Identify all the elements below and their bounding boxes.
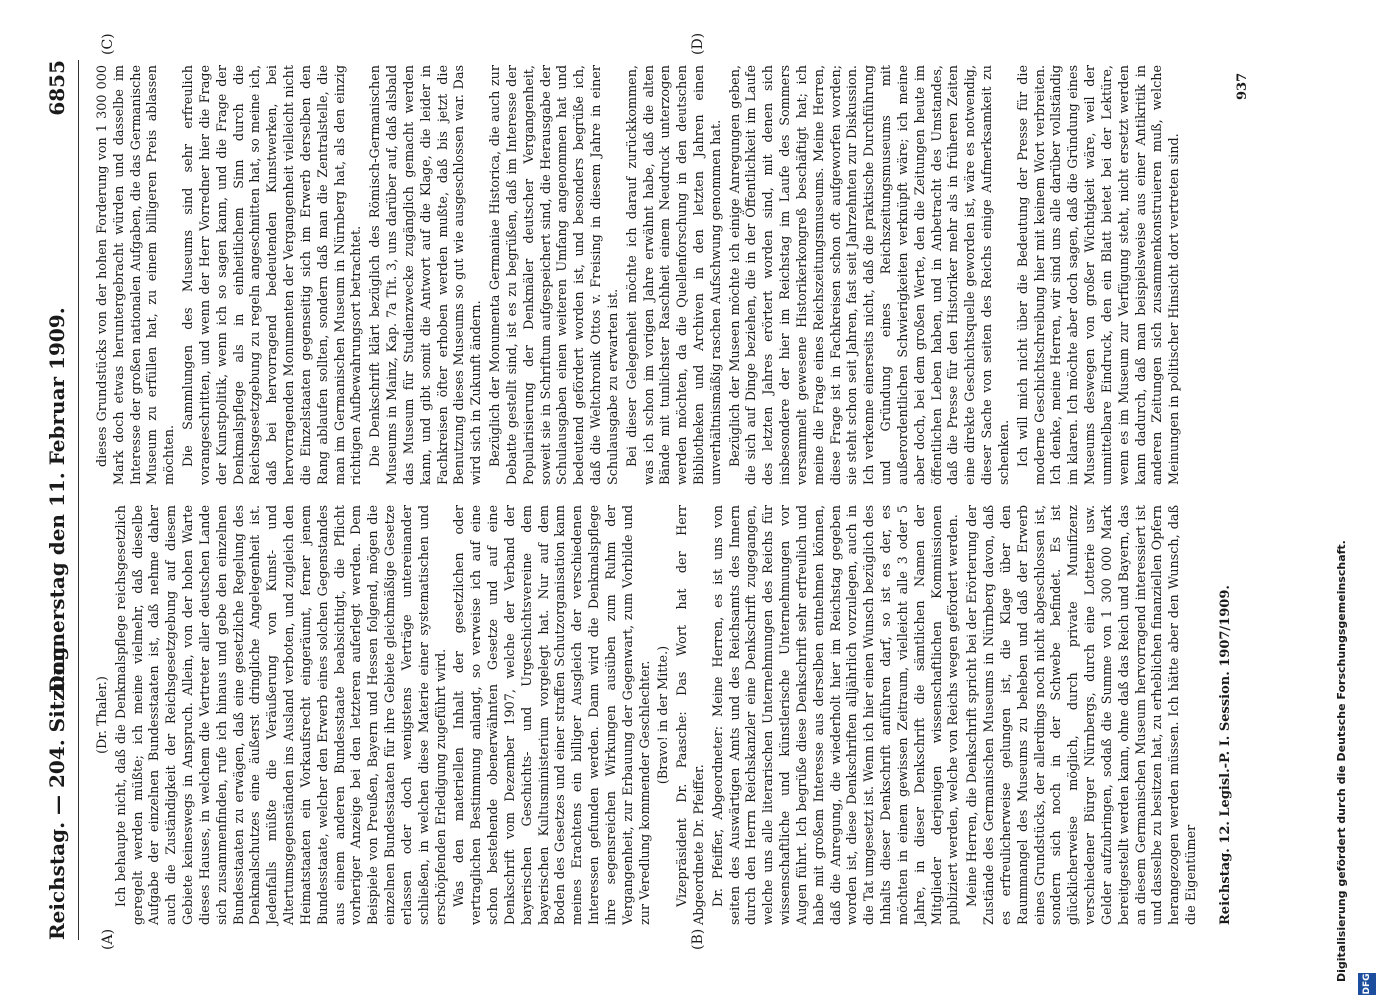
marker-a: (A) [100,928,116,950]
page-footer: Reichstag. 12. Legisl.-P. I. Session. 1907/1909. [1218,585,1233,925]
speaker-continuation: (Dr. Thaler.) [95,676,110,754]
paragraph: Was den materiellen Inhalt der gesetzlichen oder vertraglichen Bestimmung anlangt, so verweise ich auf eine schon bestehende obenerwähnten Gesetze und auf eine Denkschrift vom Dezember 1907, welche der Verband der bayerischen Geschichts- und Urgeschichtsvereine dem bayerischen Kultusministerium vorgelegt hat. Nur auf dem Boden des Gesetzes und einer straffen Schutzorganisation kann meines Erachtens ein billiger Ausgleich der verschiedenen Interessen gefunden werden. Dann wird die Denkmalspflege ihre segensreichen Wirkungen ausüben zum Ruhm der Vergangenheit, zur Erbauung der Gegenwart, zum Vorbilde und zur Veredlung kommender Geschlechter. [452,505,653,925]
header-rule [78,60,79,940]
page-header [45,60,85,940]
paragraph: Die Sammlungen des Museums sind sehr erfreulich vorangeschritten, und wenn der Herr Vorredner hier die Frage der Kunstpolitik, wenn ich so sagen kann, und die Frage der Denkmalspflege als in einheitlichem Sinn durch die Reichsgesetzgebung zu regeln angeschnitten hat, so meine ich, daß bei hervorragend bedeutenden Kunstwerken, bei hervorragenden Monumenten der Vergangenheit vielleicht nicht die Einzelstaaten gegenseitig sich im Erwerb derselben den Rang ablaufen sollten, sondern daß man die Zentralstelle, die man im Germanischen Museum in Nürnberg hat, als den einzig richtigen Aufbewahrungsort betrachtet. [181,65,365,485]
paragraph: Ich behaupte nicht, daß die Denkmalspflege reichsgesetzlich geregelt werden müßte; ich meine vielmehr, daß dieselbe Aufgabe der einzelnen Bundesstaaten ist, daß nehme daher auch die Zuständigkeit der Reichsgesetzgebung auf diesem Gebiete keineswegs in Anspruch. Allein, von der hohen Warte dieses Hauses, in welchem die Vertreter aller deutschen Lande sich zusammenfinden, rufe ich hinaus und gebe den einzelnen Bundesstaaten zu erwägen, daß eine gesetzliche Regelung des Denkmalschutzes eine äußerst dringliche Angelegenheit ist. Jedenfalls müßte die Veräußerung von Kunst- und Altertumsgegenständen ins Ausland verboten, und zugleich den Heimatstaaten ein Vorkaufsrecht eingeräumt, ferner jenem Bundesstaate, welcher den Erwerb eines solchen Gegenstandes aus einem anderen Bundesstaate beabsichtigt, die Pflicht vorheriger Anzeige bei den letzteren auferlegt werden. Dem Beispiele von Preußen, Bayern und Hessen folgend, mögen die einzelnen Bundesstaaten für ihre Gebiete gleichmäßige Gesetze erlassen oder doch wenigstens Verträge untereinander schließen, in welchen diese Materie einer systematischen und erschöpfenden Erledigung zugeführt wird. [113,505,449,925]
paragraph: Die Denkschrift klärt bezüglich des Römisch-Germanischen Museums in Mainz, Kap. 7a Tit. 3, uns darüber auf, daß alsbald das Museum für Studienzwecke zugänglich gemacht werden kann, und gibt somit die Antwort auf die Klage, die leider in Fachkreisen öfter erhoben werden mußte, daß bis jetzt die Benutzung dieses Museums so gut wie ausgeschlossen war. Das wird sich in Zukunft ändern. [368,65,485,485]
dfg-logo: DFG [1358,973,1376,995]
vice-president-statement: Vizepräsident Dr. Paasche: Das Wort hat der Herr Abgeordnete Dr. Pfeiffer. [675,505,707,925]
paragraph: Bezüglich der Monumenta Germaniae Historica, die auch zur Debatte gestellt sind, ist es zu begrüßen, daß im Interesse der Popularisierung der Denkmäler deutscher Vergangenheit, soweit sie in Schriftum aufgespeichert sind, die Herausgabe der Schulausgaben einen weiteren Umfang angenommen hat und bedeutend gefördert worden ist, und besonders begrüße ich, daß die Weltchronik Ottos v. Freising in diesem Jahre in einer Schulausgabe zu erwarten ist. [488,65,621,485]
page-number: 6855 [45,60,69,116]
marker-b: (B) [690,928,706,950]
marker-c: (C) [100,33,116,55]
digitization-note: Digitalisierung gefördert durch die Deutsche Forschungsgemeinschaft. [1335,540,1348,982]
paragraph: Bezüglich der Museen möchte ich einige Anregungen geben, die sich auf Dinge beziehen, die in der Öffentlichkeit im Laufe des letzten Jahres erörtert worden sind, mit denen sich insbesondere der hier im Reichstag im Laufe des Sommers versammelt gewesene Historikerkongreß beschäftigt hat; ich meine die Frage eines Reichszeitungsmuseums. Meine Herren, diese Frage ist in Fachkreisen schon oft aufgeworfen worden; sie steht schon seit Jahren, fast seit Jahrzehnten zur Diskussion. Ich verkenne einerseits nicht, daß die praktische Durchführung und Gründung eines Reichszeitungsmuseums mit außerordentlichen Schwierigkeiten verknüpft wäre; ich meine aber doch, bei dem großen Werte, den die Zeitungen heute im öffentlichen Leben haben, und in Anbetracht des Umstandes, daß die Presse für den Historiker mehr als in früheren Zeiten eine direkte Geschichtsquelle geworden ist, wäre es notwendig, dieser Sache von seiten des Reichs einige Aufmerksamkeit zu schenken. [727,65,1012,485]
marker-d: (D) [690,32,706,55]
paragraph: Bei dieser Gelegenheit möchte ich darauf zurückkommen, was ich schon im vorigen Jahre erwähnt habe, daß die alten Bände mit tunlichster Raschheit einem Neudruck unterzogen werden möchten, da die Quellenforschung in den deutschen Bibliotheken und Archiven in den letzten Jahren einen unverhältnismäßig raschen Aufschwung genommen hat. [624,65,724,485]
paragraph: Dr. Pfeiffer, Abgeordneter: Meine Herren, es ist uns von seiten des Auswärtigen Amts und des Reichsamts des Innern durch den Herrn Reichskanzler eine Denkschrift zugegangen, welche uns alle literarischen Unternehmungen des Reichs für wissenschaftliche und künstlerische Unternehmungen vor Augen führt. Ich begrüße diese Denkschrift sehr erfreulich und habe mit großem Interesse aus derselben entnehmen können, daß die Anregung, die wiederholt hier im Reichstag gegeben worden ist, diese Denkschriften alljährlich vorzulegen, auch in die Tat umgesetzt ist. Wenn ich hier einen Wunsch bezüglich des Inhalts dieser Denkschrift anführen darf, so ist es der, es möchten in einem gewissen Zeitraum, vielleicht alle 3 oder 5 Jahre, in dieser Denkschrift die sämtlichen Namen der Mitglieder derjenigen wissenschaftlichen Kommissionen publiziert werden, welche von Reichs wegen gefördert werden. [710,505,962,925]
page-signature: 937 [1235,72,1250,100]
applause-note: (Bravo! in der Mitte.) [656,645,672,785]
header-date: Donnerstag den 11. Februar 1909. [45,307,69,693]
paragraph: Ich will mich nicht über die Bedeutung der Presse für die moderne Geschichtschreibung hier mit keinem Wort verbreiten. Ich denke, meine Herren, wir sind uns alle darüber vollständig im klaren. Ich möchte aber doch sagen, daß die Gründung eines Museums deswegen von großer Wichtigkeit wäre, weil der unmittelbare Eindruck, den ein Blatt bietet bei der Lektüre, wenn es im Museum zur Verfügung steht, nicht ersetzt werden kann dadurch, daß man beispielsweise aus einer Antikritik in anderen Zeitungen sich zusammenkonstruieren muß, welche Meinungen in politischer Hinsicht dort vertreten sind. [1015,65,1183,485]
left-column [95,505,1203,925]
paragraph: dieses Grundstücks von der hohen Forderung von 1 300 000 Mark doch etwas heruntergebracht würden und dasselbe im Interesse der großen nationalen Aufgaben, die das Germanische Museum zu erfüllen hat, zu einem billigeren Preis ablassen möchten. [95,65,178,485]
right-column [95,65,1186,485]
paragraph: Meine Herren, die Denkschrift spricht bei der Erörterung der Zustände des Germanischen Museums in Nürnberg davon, daß es erfreulicherweise gelungen ist, die Klage über den Raummangel des Museums zu beheben und daß der Erwerb eines Grundstücks, der allerdings noch nicht abgeschlossen ist, sondern sich noch in der Schwebe befindet. Es ist glücklicherweise möglich, durch private Munifizenz verschiedener Bürger Nürnbergs, durch eine Lotterie usw. Gelder aufzubringen, sodaß die Summe von 1 300 000 Mark bereitgestellt werden kann, ohne daß das Reich und Bayern, das an diesem Germanischen Museum hervorragend interessiert ist und dasselbe zu besitzen hat, zu erheblichen finanziellen Opfern herangezogen werden müssen. Ich hätte aber den Wunsch, daß die Eigentümer [965,505,1199,925]
header-left: Reichstag. — 204. Sitzung. [45,639,69,940]
